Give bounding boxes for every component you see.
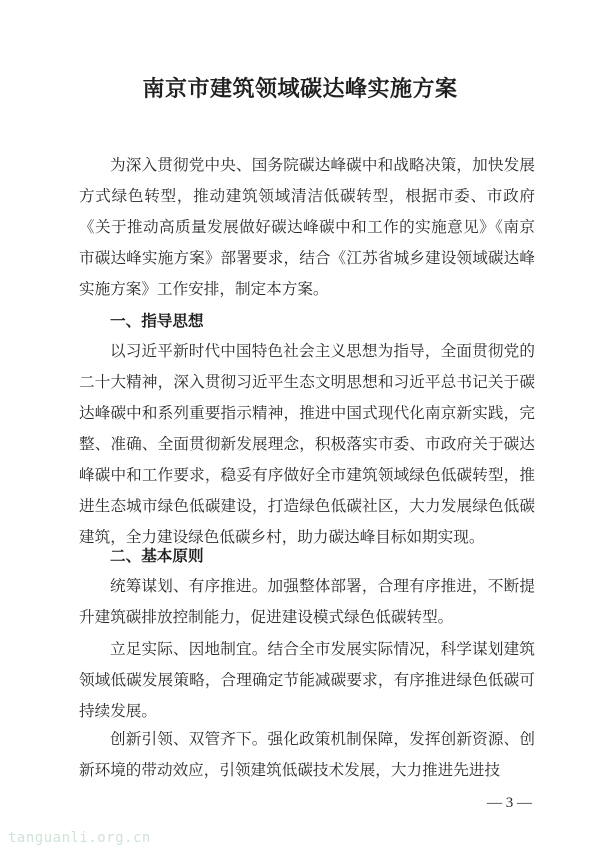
- guiding-ideology-paragraph: 以习近平新时代中国特色社会主义思想为指导，全面贯彻党的二十大精神，深入贯彻习近平生态文明思想和习近平总书记关于碳达峰碳中和系列重要指示精神，推进中国式现代化南京新实践，完整、准确、全面贯彻新发展理念，积极落实市委、市政府关于碳达峰碳中和工作要求，稳妥有序做好全市建筑领域绿色低碳转型，推进生态城市绿色低碳建设，打造绿色低碳社区，大力发展绿色低碳建筑，全力建设绿色低碳乡村，助力碳达峰目标如期实现。: [79, 342, 535, 546]
- principle-paragraph-3: 创新引领、双管齐下。强化政策机制保障，发挥创新资源、创新环境的带动效应，引领建筑低碳技术发展，大力推进先进技: [79, 730, 535, 779]
- section-heading-guiding-ideology: 一、指导思想: [110, 311, 204, 330]
- watermark-text: tanguanli.org.cn: [8, 830, 151, 846]
- principle-paragraph-2: 立足实际、因地制宜。结合全市发展实际情况，科学谋划建筑领域低碳发展策略，合理确定节能减碳要求，有序推进绿色低碳可持续发展。: [79, 640, 535, 720]
- document-title: 南京市建筑领域碳达峰实施方案: [142, 76, 458, 102]
- intro-paragraph: 为深入贯彻党中央、国务院碳达峰碳中和战略决策，加快发展方式绿色转型，推动建筑领域清洁低碳转型，根据市委、市政府《关于推动高质量发展做好碳达峰碳中和工作的实施意见》《南京市碳达峰实施方案》部署要求，结合《江苏省城乡建设领域碳达峰实施方案》工作安排，制定本方案。: [79, 156, 535, 298]
- section-heading-basic-principles: 二、基本原则: [110, 546, 204, 565]
- principle-paragraph-1: 统筹谋划、有序推进。加强整体部署，合理有序推进，不断提升建筑碳排放控制能力，促进建设模式绿色低碳转型。: [79, 577, 535, 626]
- page-number: — 3 —: [487, 795, 532, 811]
